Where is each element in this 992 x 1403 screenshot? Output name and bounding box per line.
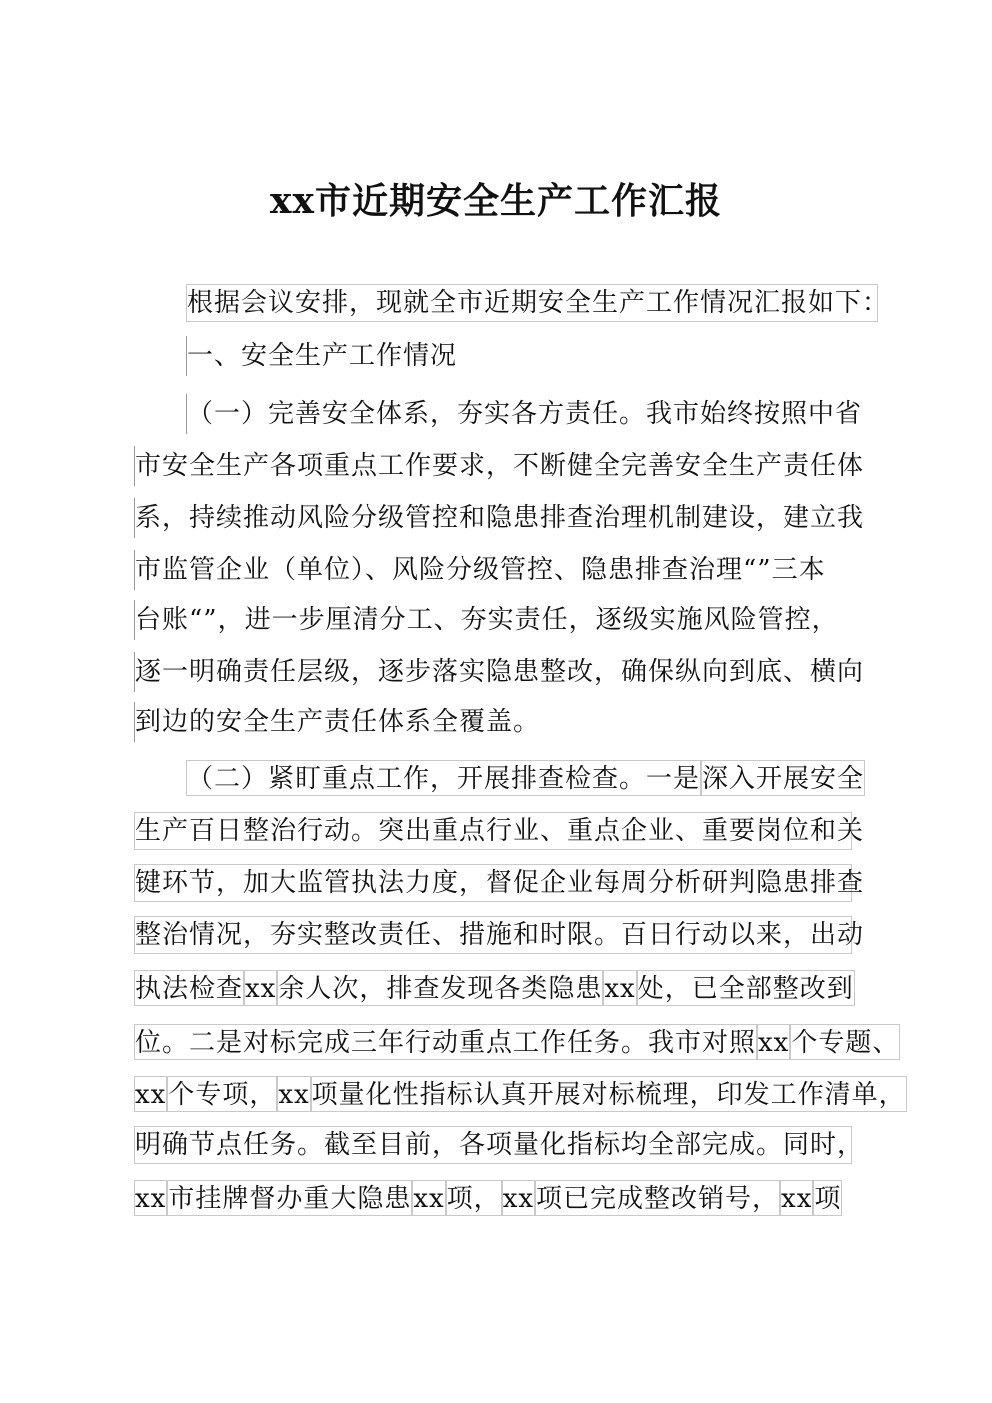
paragraph-line <box>134 1074 907 1112</box>
paragraph-line <box>186 284 890 322</box>
text-run: 系，持续推动风险分级管控和隐患排查治理机制建设，建立我 <box>135 503 865 533</box>
paragraph-line <box>134 968 855 1006</box>
text-run: xx <box>603 970 636 1006</box>
section-heading <box>186 336 457 376</box>
paragraph-line <box>134 446 864 486</box>
paragraph-line <box>134 864 865 902</box>
text-run: 生产百日整治行动。突出重点行业、重点企业、重要岗位和关 <box>135 816 865 846</box>
paragraph-line <box>186 394 862 434</box>
text-run: 到边的安全生产责任体系全覆盖。 <box>135 707 541 737</box>
text-run: 键环节，加大监管执法力度，督促企业每周分析研判隐患排查 <box>135 868 865 898</box>
text-run: 项量化性指标认真开展对标梳理，印发工作清单， <box>311 1076 907 1112</box>
text-run: 个专题、 <box>790 1024 900 1060</box>
text-run: （二）紧盯重点工作，开展排查检查。一是 <box>186 760 701 796</box>
text-run: 市挂牌督办重大隐患 <box>167 1180 412 1216</box>
text-run: xx <box>277 1076 310 1112</box>
text-run: 处，已全部整改到 <box>637 970 855 1006</box>
text-run: 市安全生产各项重点工作要求，不断健全完善安全生产责任体 <box>135 451 865 481</box>
paragraph-line <box>134 1126 865 1164</box>
text-run: xx <box>412 1180 445 1216</box>
paragraph-line <box>134 550 826 590</box>
text-run: 项， <box>446 1180 502 1216</box>
text-run: xx <box>244 970 277 1006</box>
text-run: （一）完善安全体系，夯实各方责任。我市始终按照中省 <box>187 399 863 429</box>
text-run: 台账“”，进一步厘清分工、夯实责任，逐级实施风险管控， <box>135 605 839 635</box>
text-run: xx <box>502 1180 535 1216</box>
text-run: 余人次，排查发现各类隐患 <box>277 970 603 1006</box>
text-run: xx <box>757 1024 790 1060</box>
text-run: 一、安全生产工作情况 <box>187 341 458 371</box>
text-run: 项已完成整改销号， <box>535 1180 780 1216</box>
text-run: xx <box>780 1180 813 1216</box>
paragraph-line <box>134 498 864 538</box>
text-run: xx <box>134 1180 167 1216</box>
paragraph-line <box>134 702 540 742</box>
text-run: 逐一明确责任层级，逐步落实隐患整改，确保纵向到底、横向 <box>135 657 865 687</box>
paragraph-line <box>134 916 865 954</box>
text-run: 明确节点任务。截至目前，各项量化指标均全部完成。同时， <box>135 1130 865 1160</box>
text-run: 位。二是对标完成三年行动重点工作任务。我市对照 <box>134 1024 757 1060</box>
text-run: 深入开展安全 <box>701 760 865 796</box>
document-title: xx市近期安全生产工作汇报 <box>270 180 722 222</box>
text-run: 整治情况，夯实整改责任、措施和时限。百日行动以来，出动 <box>135 920 865 950</box>
text-run: 市监管企业（单位）、风险分级管控、隐患排查治理“”三本 <box>135 555 826 585</box>
text-run: 项 <box>813 1180 842 1216</box>
paragraph-line <box>134 1178 842 1216</box>
paragraph-line <box>134 600 839 640</box>
paragraph-line <box>134 812 865 850</box>
text-run: 执法检查 <box>134 970 244 1006</box>
paragraph-line <box>134 652 864 692</box>
text-run: 个专项， <box>167 1076 277 1112</box>
text-run: 根据会议安排，现就全市近期安全生产工作情况汇报如下： <box>187 288 890 318</box>
text-run: xx <box>134 1076 167 1112</box>
paragraph-line <box>134 1022 900 1060</box>
paragraph-line <box>186 758 865 796</box>
